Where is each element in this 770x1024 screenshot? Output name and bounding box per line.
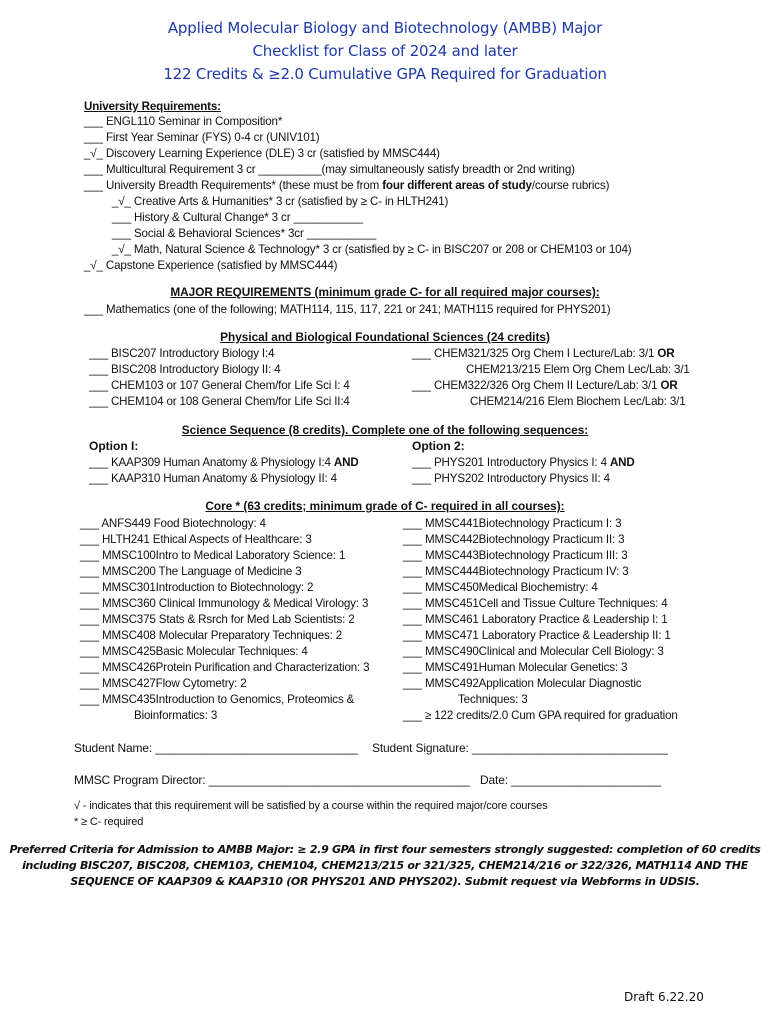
breadth-item: ___ Social & Behavioral Sciences* 3cr ___________ bbox=[112, 227, 376, 240]
or-label: OR bbox=[660, 379, 678, 392]
core-item-continued: Bioinformatics: 3 bbox=[134, 709, 218, 722]
science-sequence-heading: Science Sequence (8 credits). Complete one of the following sequences: bbox=[181, 423, 589, 437]
university-item: _√_ Discovery Learning Experience (DLE) 3 cr (satisfied by MMSC444) bbox=[84, 147, 440, 160]
foundational-item: ___ CHEM104 or 108 General Chem/for Life Sci II:4 bbox=[89, 395, 350, 408]
mathematics-item: ___ Mathematics (one of the following; MATH114, 115, 117, 221 or 241; MATH115 required for PHYS201) bbox=[84, 303, 611, 316]
preferred-criteria-line-1: Preferred Criteria for Admission to AMBB Major: ≥ 2.9 GPA in first four semesters strongly suggested: completion of 60 credits bbox=[9, 843, 761, 856]
university-requirements-heading: University Requirements: bbox=[84, 100, 221, 113]
phys201-text: ___ PHYS201 Introductory Physics I: 4 bbox=[412, 456, 610, 469]
foundational-item: ___ BISC208 Introductory Biology II: 4 bbox=[89, 363, 281, 376]
check-mark-note: √ - indicates that this requirement will be satisfied by a course within the required major/core courses bbox=[74, 800, 548, 812]
draft-version-label: Draft 6.22.20 bbox=[624, 990, 704, 1004]
breadth-prefix: ___ University Breadth Requirements* (these must be from bbox=[84, 179, 383, 192]
core-item: ___ MMSC200 The Language of Medicine 3 bbox=[80, 565, 302, 578]
core-item: ___ HLTH241 Ethical Aspects of Healthcare: 3 bbox=[80, 533, 312, 546]
university-item: ___ Multicultural Requirement 3 cr __________(may simultaneously satisfy breadth or 2nd writing) bbox=[84, 163, 575, 176]
core-item: ___ MMSC490Clinical and Molecular Cell Biology: 3 bbox=[403, 645, 664, 658]
orgchem-1-text: ___ CHEM321/325 Org Chem I Lecture/Lab: 3/1 bbox=[412, 347, 658, 360]
breadth-item: _√_ Creative Arts & Humanities* 3 cr (satisfied by ≥ C- in HLTH241) bbox=[112, 195, 449, 208]
option-1-item: ___ KAAP310 Human Anatomy & Physiology II: 4 bbox=[89, 472, 337, 485]
breadth-suffix: /course rubrics) bbox=[531, 179, 610, 192]
and-label: AND bbox=[609, 456, 635, 469]
major-requirements-heading: MAJOR REQUIREMENTS (minimum grade C- for all required major courses): bbox=[170, 285, 600, 299]
capstone-item: _√_ Capstone Experience (satisfied by MMSC444) bbox=[84, 259, 338, 272]
core-item: ___ MMSC441Biotechnology Practicum I: 3 bbox=[403, 517, 622, 530]
orgchem-2-alt: CHEM214/216 Elem Biochem Lec/Lab: 3/1 bbox=[470, 395, 686, 408]
core-item: ___ MMSC443Biotechnology Practicum III: 3 bbox=[403, 549, 628, 562]
student-signature-field[interactable]: Student Signature: ______________________________ bbox=[372, 741, 668, 755]
core-item: ___ MMSC435Introduction to Genomics, Proteomics & bbox=[80, 693, 355, 706]
core-item: ___ MMSC408 Molecular Preparatory Techniques: 2 bbox=[80, 629, 343, 642]
breadth-item: _√_ Math, Natural Science & Technology* 3 cr (satisfied by ≥ C- in BISC207 or 208 or CHEM103 or 104) bbox=[112, 243, 632, 256]
core-item: ___ MMSC471 Laboratory Practice & Leadership II: 1 bbox=[403, 629, 671, 642]
core-item: ___ MMSC426Protein Purification and Characterization: 3 bbox=[80, 661, 370, 674]
core-item: ___ MMSC450Medical Biochemistry: 4 bbox=[403, 581, 598, 594]
option-2-item bbox=[412, 455, 635, 470]
option-1-item bbox=[89, 455, 359, 470]
foundational-item: ___ BISC207 Introductory Biology I:4 bbox=[89, 347, 275, 360]
core-item: ___ MMSC100Intro to Medical Laboratory Science: 1 bbox=[80, 549, 346, 562]
program-director-field[interactable]: MMSC Program Director: ________________________________________ bbox=[74, 773, 470, 787]
preferred-criteria-line-2: including BISC207, BISC208, CHEM103, CHEM104, CHEM213/215 or 321/325, CHEM214/216 or 322/326, MATH114 AND THE bbox=[22, 859, 748, 872]
core-item: ___ MMSC451Cell and Tissue Culture Techniques: 4 bbox=[403, 597, 668, 610]
orgchem-2-item bbox=[412, 378, 678, 393]
breadth-bold: four different areas of study bbox=[382, 179, 532, 192]
c-minus-note: * ≥ C- required bbox=[74, 816, 144, 828]
foundational-item: ___ CHEM103 or 107 General Chem/for Life Sci I: 4 bbox=[89, 379, 350, 392]
orgchem-2-text: ___ CHEM322/326 Org Chem II Lecture/Lab: 3/1 bbox=[412, 379, 661, 392]
university-item: ___ ENGL110 Seminar in Composition* bbox=[84, 115, 283, 128]
core-item: ___ MMSC375 Stats & Rsrch for Med Lab Scientists: 2 bbox=[80, 613, 355, 626]
core-item: ___ MMSC492Application Molecular Diagnostic bbox=[403, 677, 642, 690]
option-2-label: Option 2: bbox=[412, 439, 465, 453]
document-title bbox=[0, 17, 770, 86]
kaap309-text: ___ KAAP309 Human Anatomy & Physiology I:4 bbox=[89, 456, 334, 469]
core-item: ___ MMSC461 Laboratory Practice & Leadership I: 1 bbox=[403, 613, 668, 626]
university-item: ___ First Year Seminar (FYS) 0-4 cr (UNIV101) bbox=[84, 131, 320, 144]
date-field[interactable]: Date: _______________________ bbox=[480, 773, 662, 787]
core-item: ___ MMSC425Basic Molecular Techniques: 4 bbox=[80, 645, 308, 658]
preferred-criteria-line-3: SEQUENCE OF KAAP309 & KAAP310 (OR PHYS201 AND PHYS202). Submit request via Webforms in UDSIS. bbox=[70, 875, 700, 888]
breadth-item: ___ History & Cultural Change* 3 cr ___________ bbox=[112, 211, 363, 224]
option-1-label: Option I: bbox=[89, 439, 139, 453]
foundational-sciences-heading: Physical and Biological Foundational Sciences (24 credits) bbox=[220, 330, 550, 344]
core-item-continued: Techniques: 3 bbox=[458, 693, 528, 706]
orgchem-1-alt: CHEM213/215 Elem Org Chem Lec/Lab: 3/1 bbox=[466, 363, 690, 376]
core-item: ___ MMSC301Introduction to Biotechnology: 2 bbox=[80, 581, 314, 594]
orgchem-1-item bbox=[412, 346, 674, 361]
core-item: ___ MMSC444Biotechnology Practicum IV: 3 bbox=[403, 565, 629, 578]
core-item: ___ MMSC491Human Molecular Genetics: 3 bbox=[403, 661, 628, 674]
title-line-2: Checklist for Class of 2024 and later bbox=[252, 42, 518, 60]
and-label: AND bbox=[333, 456, 359, 469]
core-item: ___ MMSC442Biotechnology Practicum II: 3 bbox=[403, 533, 625, 546]
core-heading: Core * (63 credits; minimum grade of C- required in all courses): bbox=[205, 499, 565, 513]
student-name-field[interactable]: Student Name: _______________________________ bbox=[74, 741, 358, 755]
title-line-3: 122 Credits & ≥2.0 Cumulative GPA Required for Graduation bbox=[163, 65, 607, 83]
or-label: OR bbox=[657, 347, 675, 360]
core-item: ___ MMSC427Flow Cytometry: 2 bbox=[80, 677, 247, 690]
title-line-1: Applied Molecular Biology and Biotechnology (AMBB) Major bbox=[167, 19, 603, 37]
core-item: ___ MMSC360 Clinical Immunology & Medical Virology: 3 bbox=[80, 597, 369, 610]
option-2-item: ___ PHYS202 Introductory Physics II: 4 bbox=[412, 472, 610, 485]
core-item: ___ ANFS449 Food Biotechnology: 4 bbox=[80, 517, 266, 530]
graduation-gpa-item: ___ ≥ 122 credits/2.0 Cum GPA required for graduation bbox=[403, 709, 678, 722]
breadth-requirements-line bbox=[84, 178, 609, 193]
